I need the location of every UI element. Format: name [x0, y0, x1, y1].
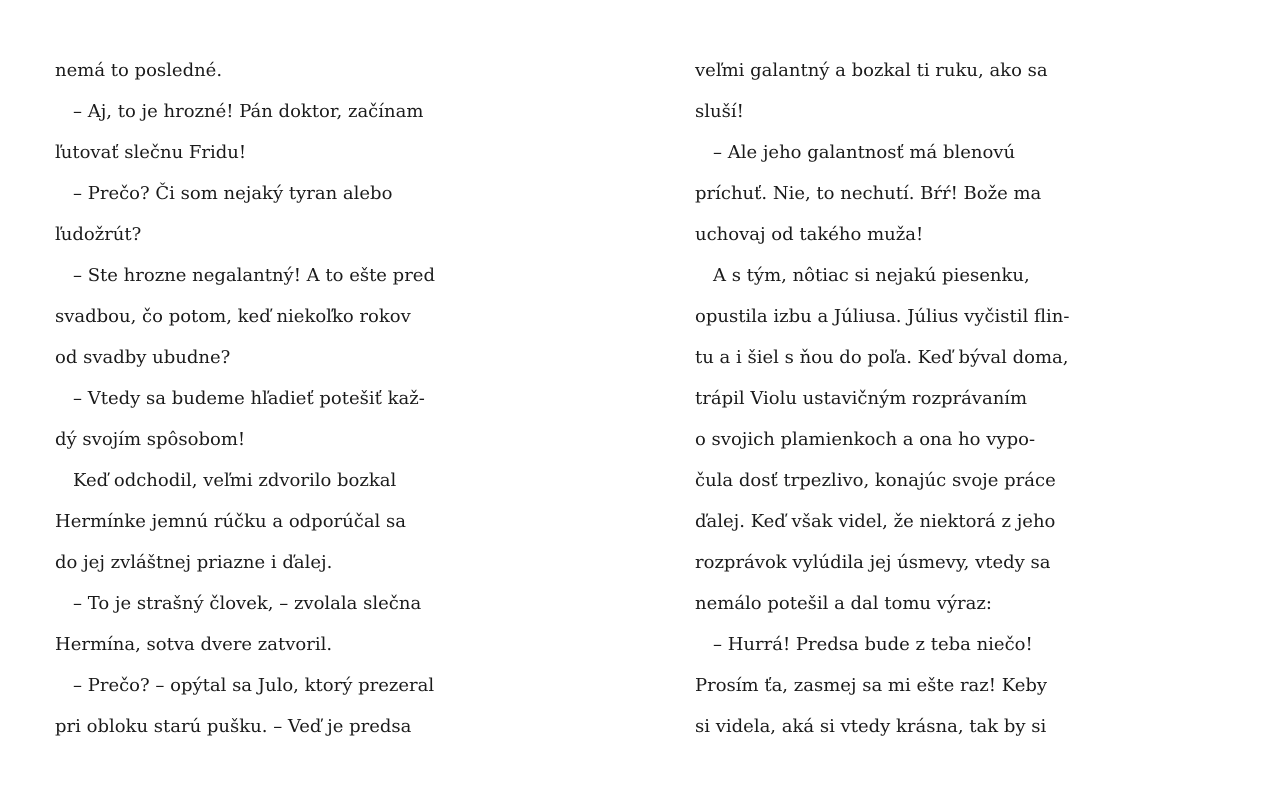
text-line: nemá to posledné.: [55, 60, 223, 81]
text-line: do jej zvláštnej priazne i ďalej.: [55, 552, 333, 573]
text-line: – Ste hrozne negalantný! A to ešte pred: [73, 265, 435, 286]
text-line: uchovaj od takého muža!: [695, 224, 924, 245]
text-line: – Aj, to je hrozné! Pán doktor, začínam: [73, 101, 424, 122]
text-line: o svojich plamienkoch a ona ho vypo-: [695, 429, 1036, 450]
text-line: trápil Violu ustavičným rozprávaním: [695, 388, 1028, 409]
text-line: ľutovať slečnu Fridu!: [55, 142, 247, 163]
text-line: – Ale jeho galantnosť má blenovú: [713, 142, 1016, 163]
text-line: si videla, aká si vtedy krásna, tak by si: [695, 716, 1047, 737]
text-line: opustila izbu a Júliusa. Július vyčistil flin-: [695, 306, 1070, 327]
text-line: dý svojím spôsobom!: [55, 429, 246, 450]
right-page: [695, 50, 1280, 747]
text-line: Hermínke jemnú rúčku a odporúčal sa: [55, 511, 406, 532]
text-line: tu a i šiel s ňou do poľa. Keď býval doma,: [695, 347, 1069, 368]
text-line: pri obloku starú pušku. – Veď je predsa: [55, 716, 412, 737]
text-line: Hermína, sotva dvere zatvoril.: [55, 634, 333, 655]
text-line: – Prečo? Či som nejaký tyran alebo: [73, 183, 393, 204]
text-line: čula dosť trpezlivo, konajúc svoje práce: [695, 470, 1056, 491]
text-line: ďalej. Keď však videl, že niektorá z jeho: [695, 511, 1056, 532]
text-line: Prosím ťa, zasmej sa mi ešte raz! Keby: [695, 675, 1048, 696]
text-line: veľmi galantný a bozkal ti ruku, ako sa: [695, 60, 1048, 81]
text-line: sluší!: [695, 101, 744, 122]
left-page: [55, 50, 655, 747]
text-line: – To je strašný človek, – zvolala slečna: [73, 593, 422, 614]
text-line: od svadby ubudne?: [55, 347, 231, 368]
text-line: nemálo potešil a dal tomu výraz:: [695, 593, 992, 614]
text-line: ľudožrút?: [55, 224, 142, 245]
text-line: príchuť. Nie, to nechutí. Bŕŕ! Bože ma: [695, 183, 1042, 204]
text-line: – Prečo? – opýtal sa Julo, ktorý prezeral: [73, 675, 435, 696]
text-line: svadbou, čo potom, keď niekoľko rokov: [55, 306, 411, 327]
text-line: – Vtedy sa budeme hľadieť potešiť kaž-: [73, 388, 425, 409]
text-line: Keď odchodil, veľmi zdvorilo bozkal: [73, 470, 397, 491]
text-line: A s tým, nôtiac si nejakú piesenku,: [713, 265, 1030, 286]
text-line: rozprávok vylúdila jej úsmevy, vtedy sa: [695, 552, 1051, 573]
text-line: – Hurrá! Predsa bude z teba niečo!: [713, 634, 1033, 655]
